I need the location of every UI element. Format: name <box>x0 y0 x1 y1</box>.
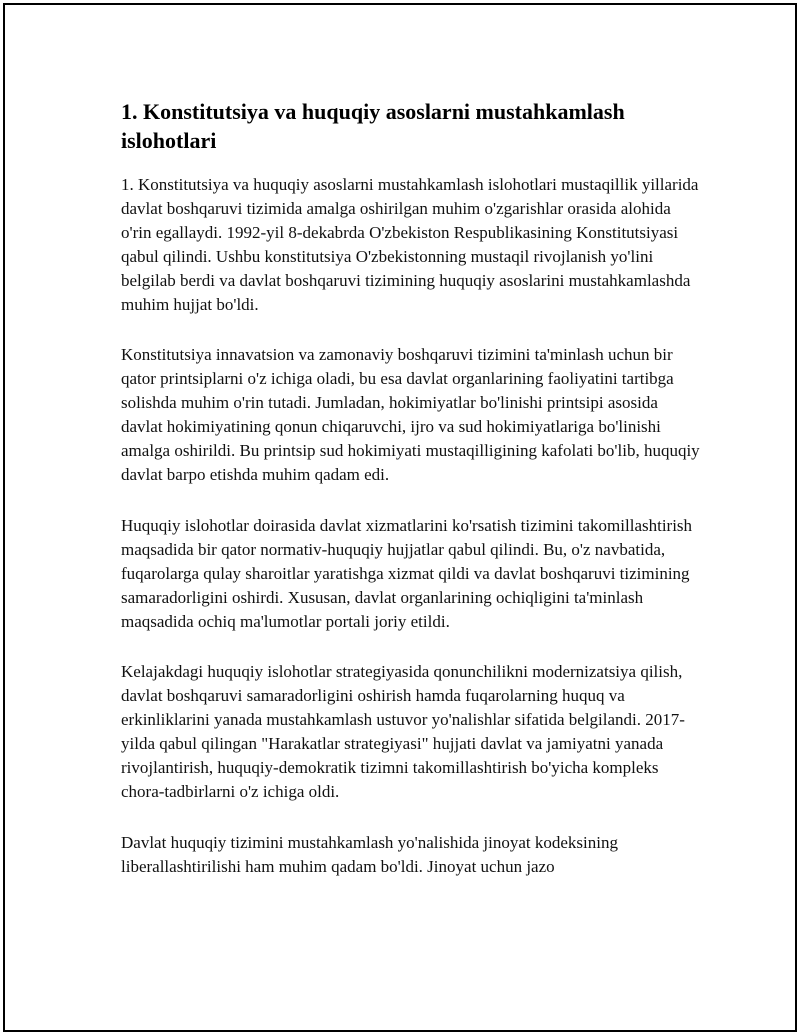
paragraph-constitution-intro: 1. Konstitutsiya va huquqiy asoslarni mustahkamlash islohotlari mustaqillik yillarida davlat boshqaruvi tizimida amalga oshirilgan muhim o'zgarishlar orasida alohida o'rin egallaydi. 1992-yil 8-dekabrda O'zbekiston Respublikasining Konstitutsiyasi qabul qilindi. Ushbu konstitutsiya O'zbekistonning mustaqil rivojlanish yo'lini belgilab berdi va davlat boshqaruvi tizimining huquqiy asoslarini mustahkamlashda muhim hujjat bo'ldi. <box>121 175 699 314</box>
document-body <box>121 97 701 906</box>
paragraph-action-strategy: Kelajakdagi huquqiy islohotlar strategiyasida qonunchilikni modernizatsiya qilish, davlat boshqaruvi samaradorligini oshirish hamda fuqarolarning huquq va erkinliklarini yanada mustahkamlash ustuvor yo'nalishlar sifatida belgilandi. 2017-yilda qabul qilingan "Harakatlar strategiyasi" hujjati davlat va jamiyatni yanada rivojlantirish, huquqiy-demokratik tizimni takomillashtirish bo'yicha kompleks chora-tadbirlarni o'z ichiga oldi. <box>121 662 685 801</box>
paragraph-separation-of-powers: Konstitutsiya innavatsion va zamonaviy boshqaruvi tizimini ta'minlash uchun bir qator printsiplarni o'z ichiga oladi, bu esa davlat organlarining faoliyatini tartibga solishda muhim o'rin tutadi. Jumladan, hokimiyatlar bo'linishi printsipi asosida davlat hokimiyatining qonun chiqaruvchi, ijro va sud hokimiyatlariga bo'linishi amalga oshirildi. Bu printsip sud hokimiyati mustaqilligining kafolati bo'lib, huquqiy davlat barpo etishda muhim qadam edi. <box>121 345 700 484</box>
paragraph-public-services: Huquqiy islohotlar doirasida davlat xizmatlarini ko'rsatish tizimini takomillashtirish maqsadida bir qator normativ-huquqiy hujjatlar qabul qilindi. Bu, o'z navbatida, fuqarolarga qulay sharoitlar yaratishga xizmat qildi va davlat boshqaruvi tizimining samaradorligini oshirdi. Xususan, davlat organlarining ochiqligini ta'minlash maqsadida ochiq ma'lumotlar portali joriy etildi. <box>121 515 693 631</box>
paragraph-criminal-code: Davlat huquqiy tizimini mustahkamlash yo'nalishida jinoyat kodeksining liberallashtirilishi ham muhim qadam bo'ldi. Jinoyat uchun jazo <box>121 832 618 876</box>
document-title: 1. Konstitutsiya va huquqiy asoslarni mustahkamlash islohotlari <box>121 99 625 153</box>
document-page <box>3 3 797 1032</box>
